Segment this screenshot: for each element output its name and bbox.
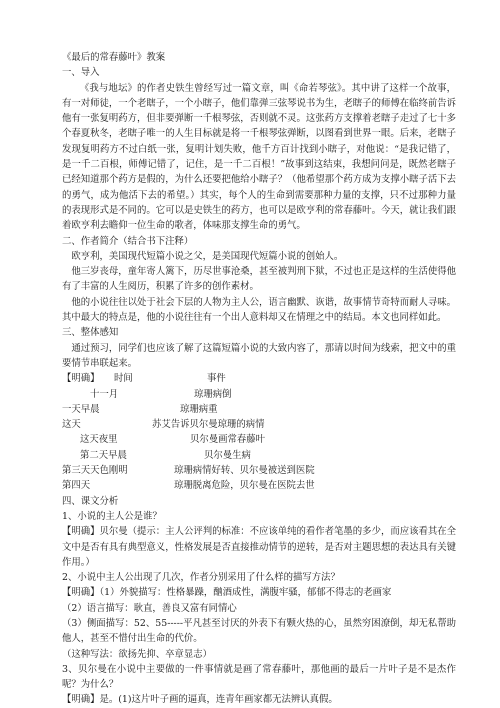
timeline-time: 十一月 xyxy=(90,388,119,400)
timeline-time: 第三天天色刚明 xyxy=(62,465,128,477)
section-heading-analysis: 四、课文分析 xyxy=(62,495,119,507)
timeline-row xyxy=(62,417,456,432)
section-heading-perception: 三、整体感知 xyxy=(62,327,119,339)
timeline-row xyxy=(62,402,456,417)
timeline-column-event: 事件 xyxy=(207,373,226,385)
answer-2-technique: （这种写法：欲扬先抑、卒章显志） xyxy=(62,648,213,660)
timeline-time: 这天夜里 xyxy=(80,434,118,446)
section-heading-intro: 一、导入 xyxy=(62,67,100,79)
timeline-event: 琼珊病重 xyxy=(180,403,218,415)
timeline-event: 琼珊病倒 xyxy=(194,388,232,400)
timeline-event: 贝尔曼画常春藤叶 xyxy=(190,434,266,446)
answer-2-appearance: 【明确】（1）外貌描写：性格暴躁，酗酒成性，满腹牢骚，郁郁不得志的老画家 xyxy=(62,587,392,599)
timeline-time: 第二天早晨 xyxy=(80,449,127,461)
timeline-time: 一天早晨 xyxy=(62,403,100,415)
timeline-event: 苏艾告诉贝尔曼琼珊的病情 xyxy=(152,419,265,431)
answer-2-side-description: （3）侧面描写：52、55-----平凡甚至讨厌的外表下有颗火热的心，虽然穷困潦倒，却无私帮助他人，甚至不惜付出生命的代价。 xyxy=(62,617,456,645)
answer-2-language: （2）语言描写：耿直，善良又富有同情心 xyxy=(62,602,237,614)
timeline-row xyxy=(62,463,456,478)
timeline-row xyxy=(62,432,456,447)
timeline-event: 贝尔曼生病 xyxy=(204,449,251,461)
perception-paragraph: 通过预习，同学们也应该了解了这篇短篇小说的大致内容了，那请以时间为线索，把文中的重要情节串联起来。 xyxy=(62,342,456,369)
section-heading-author: 二、作者简介（结合书下注释） xyxy=(62,235,194,247)
question-3: 3、贝尔曼在小说中主要做的一件事情就是画了常春藤叶，那他画的最后一片叶子是不是杰作呢？为什么？ xyxy=(62,663,456,691)
timeline-time: 这天 xyxy=(62,419,81,431)
author-paragraph-2: 他三岁丧母，童年寄人篱下，历尽世事沧桑，甚至被判刑下狱，不过也正是这样的生活使得他有了丰富的人生阅历，积累了许多的创作素材。 xyxy=(62,266,456,293)
lesson-plan-document xyxy=(62,50,456,708)
timeline-row xyxy=(62,387,456,402)
author-paragraph-3: 他的小说往往以处于社会下层的人物为主人公，语言幽默、诙谐，故事情节奇特而耐人寻味。其中最大的特点是，他的小说往往有一个出人意料却又在情理之中的结局。本文也同样如此。 xyxy=(62,296,456,324)
answer-1: 【明确】贝尔曼（提示：主人公评判的标准：不应该单纯的看作者笔墨的多少，而应该看其在全文中是否有具有典型意义，性格发展是否直接推动情节的逆转，是否对主题思想的表达具有关键作用。） xyxy=(62,526,456,568)
answer-label: 【明确】 xyxy=(62,373,100,385)
timeline-event: 琼珊病情好转、贝尔曼被送到医院 xyxy=(174,465,315,477)
intro-paragraph: 《我与地坛》的作者史铁生曾经写过一篇文章，叫《命若琴弦》。其中讲了这样一个故事，有一对师徒，一个老瞎子，一个小瞎子，他们靠弹三弦琴说书为生，老瞎子的师傅在临终前告诉他有一张复明药方，但非要弹断一千根琴弦，否则就不灵。这张药方支撑着老瞎子走过了七十多个春夏秋冬，老瞎子唯一的人生目标就是将一千根琴弦弹断，以图看到世界一眼。后来，老瞎子发现复明药方不过白纸一张，复明计划失败，他千方百计找到小瞎子，对他说：“是我记错了，是一千二百根，师傅记错了，记住，是一千二百根！”故事到这结束，我想问问是，既然老瞎子已经知道那个药方是假的，为什么还要把他给小瞎子？（他希望那个药方成为支撑小瞎子活下去的勇气，成为他活下去的希望。）其实，每个人的生命到需要那种力量的支撑，只不过那种力量的表现形式是不同的。它可以是史铁生的药方，也可以是欧亨利的常春藤叶。今天，就让我们跟着欧亨利去瞻仰一位生命的歌者，体味那支撑生命的勇气。 xyxy=(62,82,456,232)
timeline-table xyxy=(62,371,456,493)
timeline-event: 琼珊脱离危险，贝尔曼在医院去世 xyxy=(174,480,315,492)
answer-3: 【明确】是。(1)这片叶子画的逼真，连青年画家都无法辨认真假。 xyxy=(62,694,338,706)
question-2: 2、小说中主人公出现了几次，作者分别采用了什么样的描写方法？ xyxy=(62,572,340,584)
timeline-column-time: 时间 xyxy=(114,373,133,385)
timeline-row xyxy=(62,478,456,493)
question-1: 1、小说的主人公是谁？ xyxy=(62,510,162,522)
timeline-row xyxy=(62,448,456,463)
document-title: 《最后的常春藤叶》教案 xyxy=(62,52,166,63)
timeline-header xyxy=(62,371,456,386)
author-paragraph-1: 欧亨利，美国现代短篇小说之父，是美国现代短篇小说的创始人。 xyxy=(71,250,344,262)
timeline-time: 第四天 xyxy=(62,480,91,492)
